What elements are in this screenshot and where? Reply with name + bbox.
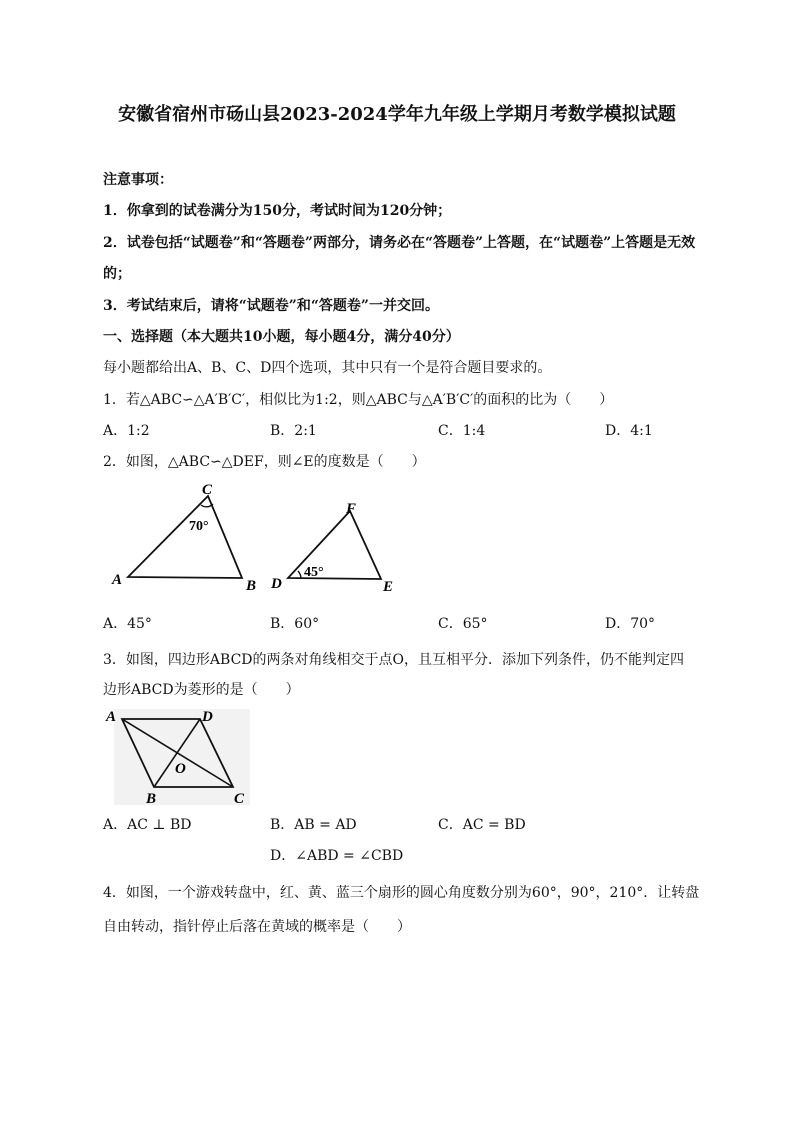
label-d: D [202,709,213,725]
question-3-option-c: C．AC = BD [438,817,526,833]
question-1-option-c: C．1:4 [438,423,486,439]
label-d: D [271,576,282,592]
angle-d-label: 45° [304,565,324,580]
angle-c-label: 70° [189,519,209,534]
label-f: F [346,501,357,517]
question-3-option-b: B．AB = AD [270,817,357,833]
figure-background [114,709,250,805]
triangle-abc [128,496,242,578]
section-intro: 每小题都给出A、B、C、D四个选项，其中只有一个是符合题目要求的。 [103,360,552,376]
question-2-stem: 2．如图，△ABC∽△DEF，则∠E的度数是（ ） [103,454,426,470]
question-3-stem-line-2: 边形ABCD为菱形的是（ ） [103,682,300,698]
question-1-option-d: D．4:1 [605,423,653,439]
question-2-option-c: C．65° [438,616,488,632]
question-1-stem: 1．若△ABC∽△A′B′C′，相似比为1:2，则△ABC与△A′B′C′的面积的比为（ ） [103,392,614,408]
question-1-option-a: A．1:2 [103,423,150,439]
question-4-stem-line-1: 4．如图，一个游戏转盘中，红、黄、蓝三个扇形的圆心角度数分别为60°，90°，210°．让转盘 [103,885,700,901]
page-title: 安徽省宿州市砀山县2023-2024学年九年级上学期月考数学模拟试题 [118,104,676,125]
question-4-stem-line-2: 自由转动，指针停止后落在黄域的概率是（ ） [103,919,411,935]
question-2-option-b: B．60° [270,616,320,632]
label-a: A [106,709,117,725]
question-3-rhombus-figure [100,705,260,810]
note-item-1: 1．你拿到的试卷满分为150分，考试时间为120分钟； [103,203,452,219]
question-3-option-a: A．AC ⊥ BD [103,817,192,833]
question-1-option-b: B．2:1 [270,423,317,439]
section-heading: 一、选择题（本大题共10小题，每小题4分，满分40分） [103,329,460,345]
question-3-stem-line-1: 3．如图，四边形ABCD的两条对角线相交于点O，且互相平分．添加下列条件，仍不能判定四 [103,652,684,668]
label-c: C [202,482,213,498]
label-b: B [246,578,257,594]
note-item-2-line-2: 的； [103,266,131,282]
note-item-3: 3．考试结束后，请将“试题卷”和“答题卷”一并交回。 [103,298,439,314]
question-3-option-d: D．∠ABD = ∠CBD [270,848,404,864]
question-2-option-a: A．45° [103,616,152,632]
label-e: E [383,579,394,595]
label-b: B [146,791,157,807]
question-2-option-d: D．70° [605,616,656,632]
label-a: A [112,572,123,588]
label-o: O [175,761,186,777]
question-2-triangles-figure [100,478,410,603]
note-item-2-line-1: 2．试卷包括“试题卷”和“答题卷”两部分，请务必在“答题卷”上答题，在“试题卷”上答题是无效 [103,235,696,251]
triangle-def [288,511,381,579]
label-c: C [234,791,245,807]
notes-heading: 注意事项： [103,172,173,188]
angle-d-arc [298,571,301,578]
